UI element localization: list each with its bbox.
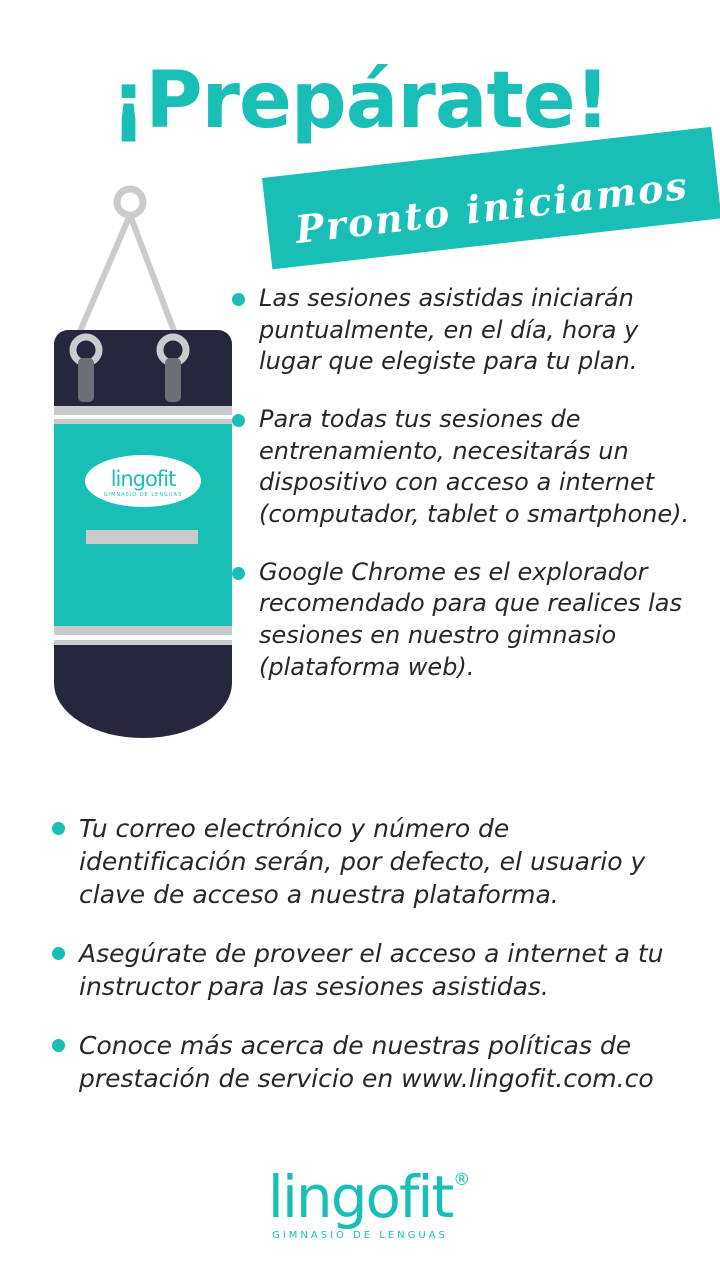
list-item-text: Google Chrome es el explorador recomendado para que realices las sesiones en nuestro gimnasio (plataforma web). — [259, 557, 682, 681]
ribbon-label: Pronto iniciamos — [292, 162, 691, 252]
bullet-dot-icon — [232, 414, 245, 427]
brand-wordmark — [267, 1163, 469, 1231]
bullet-dot-icon — [232, 567, 245, 580]
page-title: ¡Prepárate! — [110, 56, 610, 146]
svg-text:GIMNASIO DE LENGUAS: GIMNASIO DE LENGUAS — [103, 492, 183, 498]
bullet-list-full — [52, 812, 684, 1095]
bullet-dot-icon — [52, 947, 65, 960]
list-item-text: Conoce más acerca de nuestras políticas de prestación de servicio en www.lingofit.com.co — [79, 1031, 654, 1093]
list-item — [52, 1029, 684, 1095]
list-item — [232, 557, 694, 684]
bullet-dot-icon — [52, 1039, 65, 1052]
footer-logo — [0, 1163, 720, 1241]
bullet-list-right — [232, 283, 694, 683]
list-item-text: Asegúrate de proveer el acceso a internet a tu instructor para las sesiones asistidas. — [79, 939, 664, 1001]
registered-trademark-icon: ® — [453, 1170, 469, 1190]
list-item-text: Tu correo electrónico y número de identificación serán, por defecto, el usuario y clave de acceso a nuestra plataforma. — [79, 814, 646, 909]
svg-text:lingofit: lingofit — [110, 467, 176, 491]
brand-tagline: GIMNASIO DE LENGUAS — [272, 1230, 448, 1241]
list-item — [232, 283, 694, 378]
punching-bag-illustration — [48, 178, 258, 738]
list-item — [232, 404, 694, 531]
bullet-dot-icon — [232, 293, 245, 306]
list-item-text: Las sesiones asistidas iniciarán puntualmente, en el día, hora y lugar que elegiste para tu plan. — [259, 284, 639, 376]
list-item — [52, 937, 684, 1003]
bullet-dot-icon — [52, 822, 65, 835]
list-item — [52, 812, 684, 911]
list-item-text: Para todas tus sesiones de entrenamiento, necesitarás un dispositivo con acceso a internet (computador, tablet o smartphone). — [259, 405, 690, 529]
brand-name: lingofit — [267, 1163, 453, 1231]
